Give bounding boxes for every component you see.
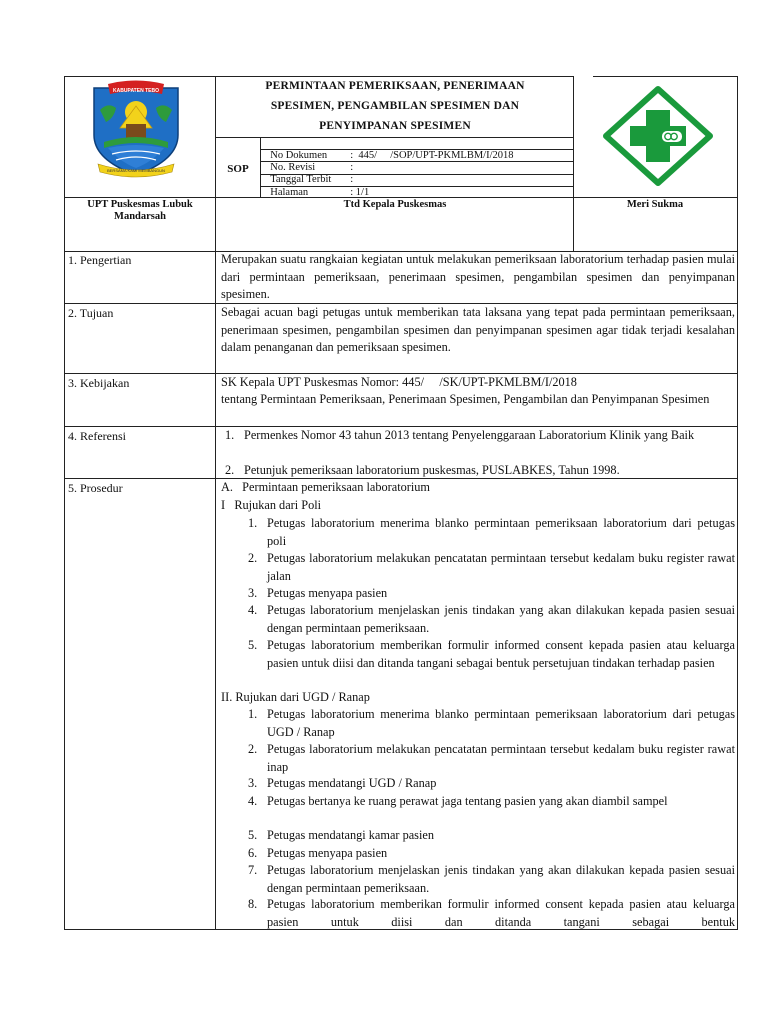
list-number: 4. xyxy=(248,794,258,808)
meta-value: : 445/ /SOP/UPT-PKMLBM/I/2018 xyxy=(350,150,514,161)
procedure-step: Petugas laboratorium memberikan formulir informed consent kepada pasien atau keluarga pasien untuk diisi dan ditanda tangani sebagai bentuk xyxy=(267,897,735,929)
procedure-step: Petugas laboratorium melakukan pencatatan permintaan tersebut kedalam buku register rawat inap xyxy=(267,742,735,774)
meta-value: : 1/1 xyxy=(350,187,370,198)
procedure-step: Petugas laboratorium melakukan pencatatan permintaan tersebut kedalam buku register rawat jalan xyxy=(267,551,735,583)
list-number: 2. xyxy=(248,742,258,756)
list-number: 4. xyxy=(248,603,258,617)
section-text-pengertian: Merupakan suatu rangkaian kegiatan untuk melakukan pemeriksaan laboratorium terhadap pasien mulai dari permintaan pemeriksaan, penerimaan spesimen, pengambilan spesimen dan penyimpanan spesimen. xyxy=(221,252,735,302)
sop-title-line: SPESIMEN, PENGAMBILAN SPESIMEN DAN xyxy=(270,100,520,112)
section-decree-number: SK Kepala UPT Puskesmas Nomor: 445/ /SK/UPT-PKMLBM/I/2018 xyxy=(221,375,577,389)
meta-label: Tanggal Terbit xyxy=(270,174,332,185)
meta-page xyxy=(265,175,369,199)
list-number: 5. xyxy=(248,638,258,652)
sop-title-line: PERMINTAAN PEMERIKSAAN, PENERIMAAN xyxy=(265,80,525,92)
meta-label: No. Revisi xyxy=(270,162,316,173)
section-text-tujuan: Sebagai acuan bagi petugas untuk memberikan tata laksana yang tepat pada permintaan pemeriksaan, penerimaan spesimen, pengambilan spesimen dan penyimpanan spesimen agar tidak terjadi kesalahan dalam penanganan dan pemeriksaan spesimen. xyxy=(221,305,735,355)
section-label-pengertian: 1. Pengertian xyxy=(68,253,132,267)
procedure-step: Petugas laboratorium menerima blanko permintaan pemeriksaan laboratorium dari petugas poli xyxy=(267,516,735,548)
list-number: 7. xyxy=(248,863,258,877)
list-number: 1. xyxy=(248,707,258,721)
section-label-kebijakan: 3. Kebijakan xyxy=(68,376,130,390)
signature-label: Ttd Kepala Puskesmas xyxy=(343,199,447,210)
meta-label: No Dokumen xyxy=(270,150,328,161)
logo-banner-text: KABUPATEN TEBO xyxy=(113,88,159,94)
procedure-step: Petugas menyapa pasien xyxy=(267,586,388,600)
procedure-step: Petugas laboratorium memberikan formulir informed consent kepada pasien atau keluarga pasien untuk diisi dan ditanda tangani sebagai bentuk persetujuan tindakan terhadap pasien xyxy=(267,638,735,670)
procedure-step: Petugas mendatangi kamar pasien xyxy=(267,828,434,842)
list-number: 3. xyxy=(248,776,258,790)
procedure-step: Petugas mendatangi UGD / Ranap xyxy=(267,776,437,790)
reference-item: Permenkes Nomor 43 tahun 2013 tentang Penyelenggaraan Laboratorium Klinik yang Baik xyxy=(244,428,695,442)
meta-value: : xyxy=(350,162,354,173)
list-number: 3. xyxy=(248,586,258,600)
logo-motto-text: BERSAMA KAMI MEMBANGUN xyxy=(107,168,165,173)
sop-title xyxy=(218,76,572,136)
section-label-referensi: 4. Referensi xyxy=(68,429,126,443)
org-name: UPT Puskesmas Lubuk Mandarsah xyxy=(87,199,193,222)
procedure-step: Petugas menyapa pasien xyxy=(267,846,388,860)
meta-value: : xyxy=(350,174,354,185)
regency-logo xyxy=(86,80,186,178)
section-label-tujuan: 2. Tujuan xyxy=(68,306,114,320)
list-number: 1. xyxy=(248,516,258,530)
procedure-step: Petugas laboratorium menjelaskan jenis tindakan yang akan dilakukan kepada pasien sesuai dengan permintaan pemeriksaan. xyxy=(267,603,735,635)
puskesmas-logo xyxy=(602,86,714,186)
list-number: 1. xyxy=(225,428,235,442)
signature-name: Meri Sukma xyxy=(626,199,684,210)
reference-item: Petunjuk pemeriksaan laboratorium puskesmas, PUSLABKES, Tahun 1998. xyxy=(244,463,620,477)
list-number: 6. xyxy=(248,846,258,860)
list-number: 5. xyxy=(248,828,258,842)
procedure-subheading: I Rujukan dari Poli xyxy=(221,498,322,512)
list-number: 2. xyxy=(248,551,258,565)
procedure-step: Petugas laboratorium menjelaskan jenis tindakan yang akan dilakukan kepada pasien sesuai dengan permintaan pemeriksaan. xyxy=(267,863,735,895)
procedure-step: Petugas bertanya ke ruang perawat jaga tentang pasien yang akan diambil sampel xyxy=(267,794,668,808)
sop-label: SOP xyxy=(227,163,249,175)
procedure-step: Petugas laboratorium menerima blanko permintaan pemeriksaan laboratorium dari petugas UGD / Ranap xyxy=(267,707,735,739)
section-label-prosedur: 5. Prosedur xyxy=(68,481,123,495)
list-number: 2. xyxy=(225,463,235,477)
section-text-kebijakan: tentang Permintaan Pemeriksaan, Penerimaan Spesimen, Pengambilan dan Penyimpanan Spesimen xyxy=(221,392,710,406)
procedure-heading: A. Permintaan pemeriksaan laboratorium xyxy=(221,480,430,494)
sop-title-line: PENYIMPANAN SPESIMEN xyxy=(319,120,471,132)
procedure-subheading: II. Rujukan dari UGD / Ranap xyxy=(221,690,370,704)
list-number: 8. xyxy=(248,897,258,911)
meta-label: Halaman xyxy=(270,187,309,198)
